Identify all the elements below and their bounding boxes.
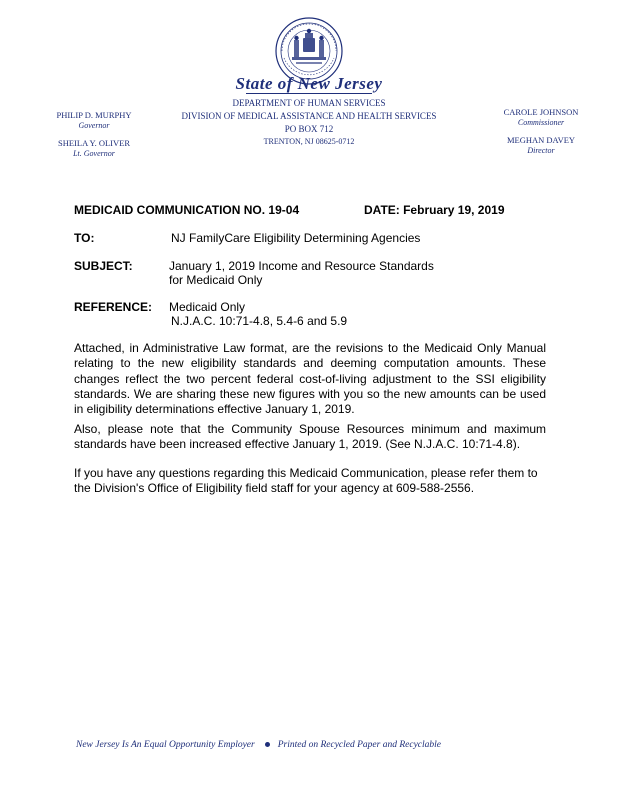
body-paragraph (74, 422, 546, 453)
bullet-icon (265, 742, 270, 747)
official-name: CAROLE JOHNSON (503, 107, 579, 117)
body-paragraph (74, 466, 546, 497)
body-paragraph (74, 341, 546, 417)
state-name: State of New Jersey (235, 74, 383, 93)
official-entry (496, 135, 586, 155)
official-title: Governor (78, 121, 110, 130)
footer-left-text: New Jersey Is An Equal Opportunity Employer (76, 740, 255, 750)
governor-block (52, 110, 136, 158)
to-label: TO: (74, 231, 95, 245)
official-entry (496, 107, 586, 127)
department-name: DEPARTMENT OF HUMAN SERVICES (232, 98, 386, 108)
paragraph-line: standards have been increased effective January 1, 2019. (See N.J.A.C. 10:71-4.8). (74, 437, 521, 452)
reference-line: Medicaid Only (169, 300, 246, 314)
paragraph-line: If you have any questions regarding this Medicaid Communication, please refer them to (74, 466, 538, 480)
state-name-underline (246, 93, 372, 94)
official-title: Commissioner (517, 118, 565, 127)
paragraph-line: changes reflect the two percent federal cost-of-living adjustment to the SSI eligibility (74, 371, 546, 386)
subject-line: January 1, 2019 Income and Resource Standards (169, 259, 434, 273)
paragraph-line: Also, please note that the Community Spouse Resources minimum and maximum (74, 422, 546, 436)
subject-line: for Medicaid Only (169, 273, 263, 287)
paragraph-line: relating to the new eligibility standards and deeming computation amounts. These (74, 356, 546, 371)
official-entry (52, 110, 136, 130)
communication-date: DATE: February 19, 2019 (364, 203, 505, 217)
communication-number: MEDICAID COMMUNICATION NO. 19-04 (74, 203, 300, 217)
footer-right-text: Printed on Recycled Paper and Recyclable (277, 740, 441, 750)
page-footer (76, 740, 441, 750)
to-value: NJ FamilyCare Eligibility Determining Agencies (171, 231, 421, 245)
paragraph-line: the Division's Office of Eligibility field staff for your agency at 609-588-2556. (74, 481, 475, 496)
commissioner-block (496, 107, 586, 155)
official-entry (52, 138, 136, 158)
official-name: SHEILA Y. OLIVER (57, 138, 130, 148)
reference-label: REFERENCE: (74, 300, 153, 314)
paragraph-line: in eligibility determinations effective January 1, 2019. (74, 402, 355, 417)
subject-label: SUBJECT: (74, 259, 133, 273)
po-box: PO BOX 712 (284, 124, 334, 134)
division-name: DIVISION OF MEDICAL ASSISTANCE AND HEALTH SERVICES (181, 111, 437, 121)
city-address: TRENTON, NJ 08625-0712 (263, 137, 355, 146)
official-name: PHILIP D. MURPHY (56, 110, 132, 120)
paragraph-line: Attached, in Administrative Law format, are the revisions to the Medicaid Only Manual (74, 341, 546, 355)
official-title: Lt. Governor (73, 149, 115, 158)
official-title: Director (527, 146, 555, 155)
reference-line: N.J.A.C. 10:71-4.8, 5.4-6 and 5.9 (171, 314, 348, 328)
paragraph-line: standards. We are sharing these new figures with you so the new amounts can be used (74, 386, 546, 401)
official-name: MEGHAN DAVEY (506, 135, 576, 145)
